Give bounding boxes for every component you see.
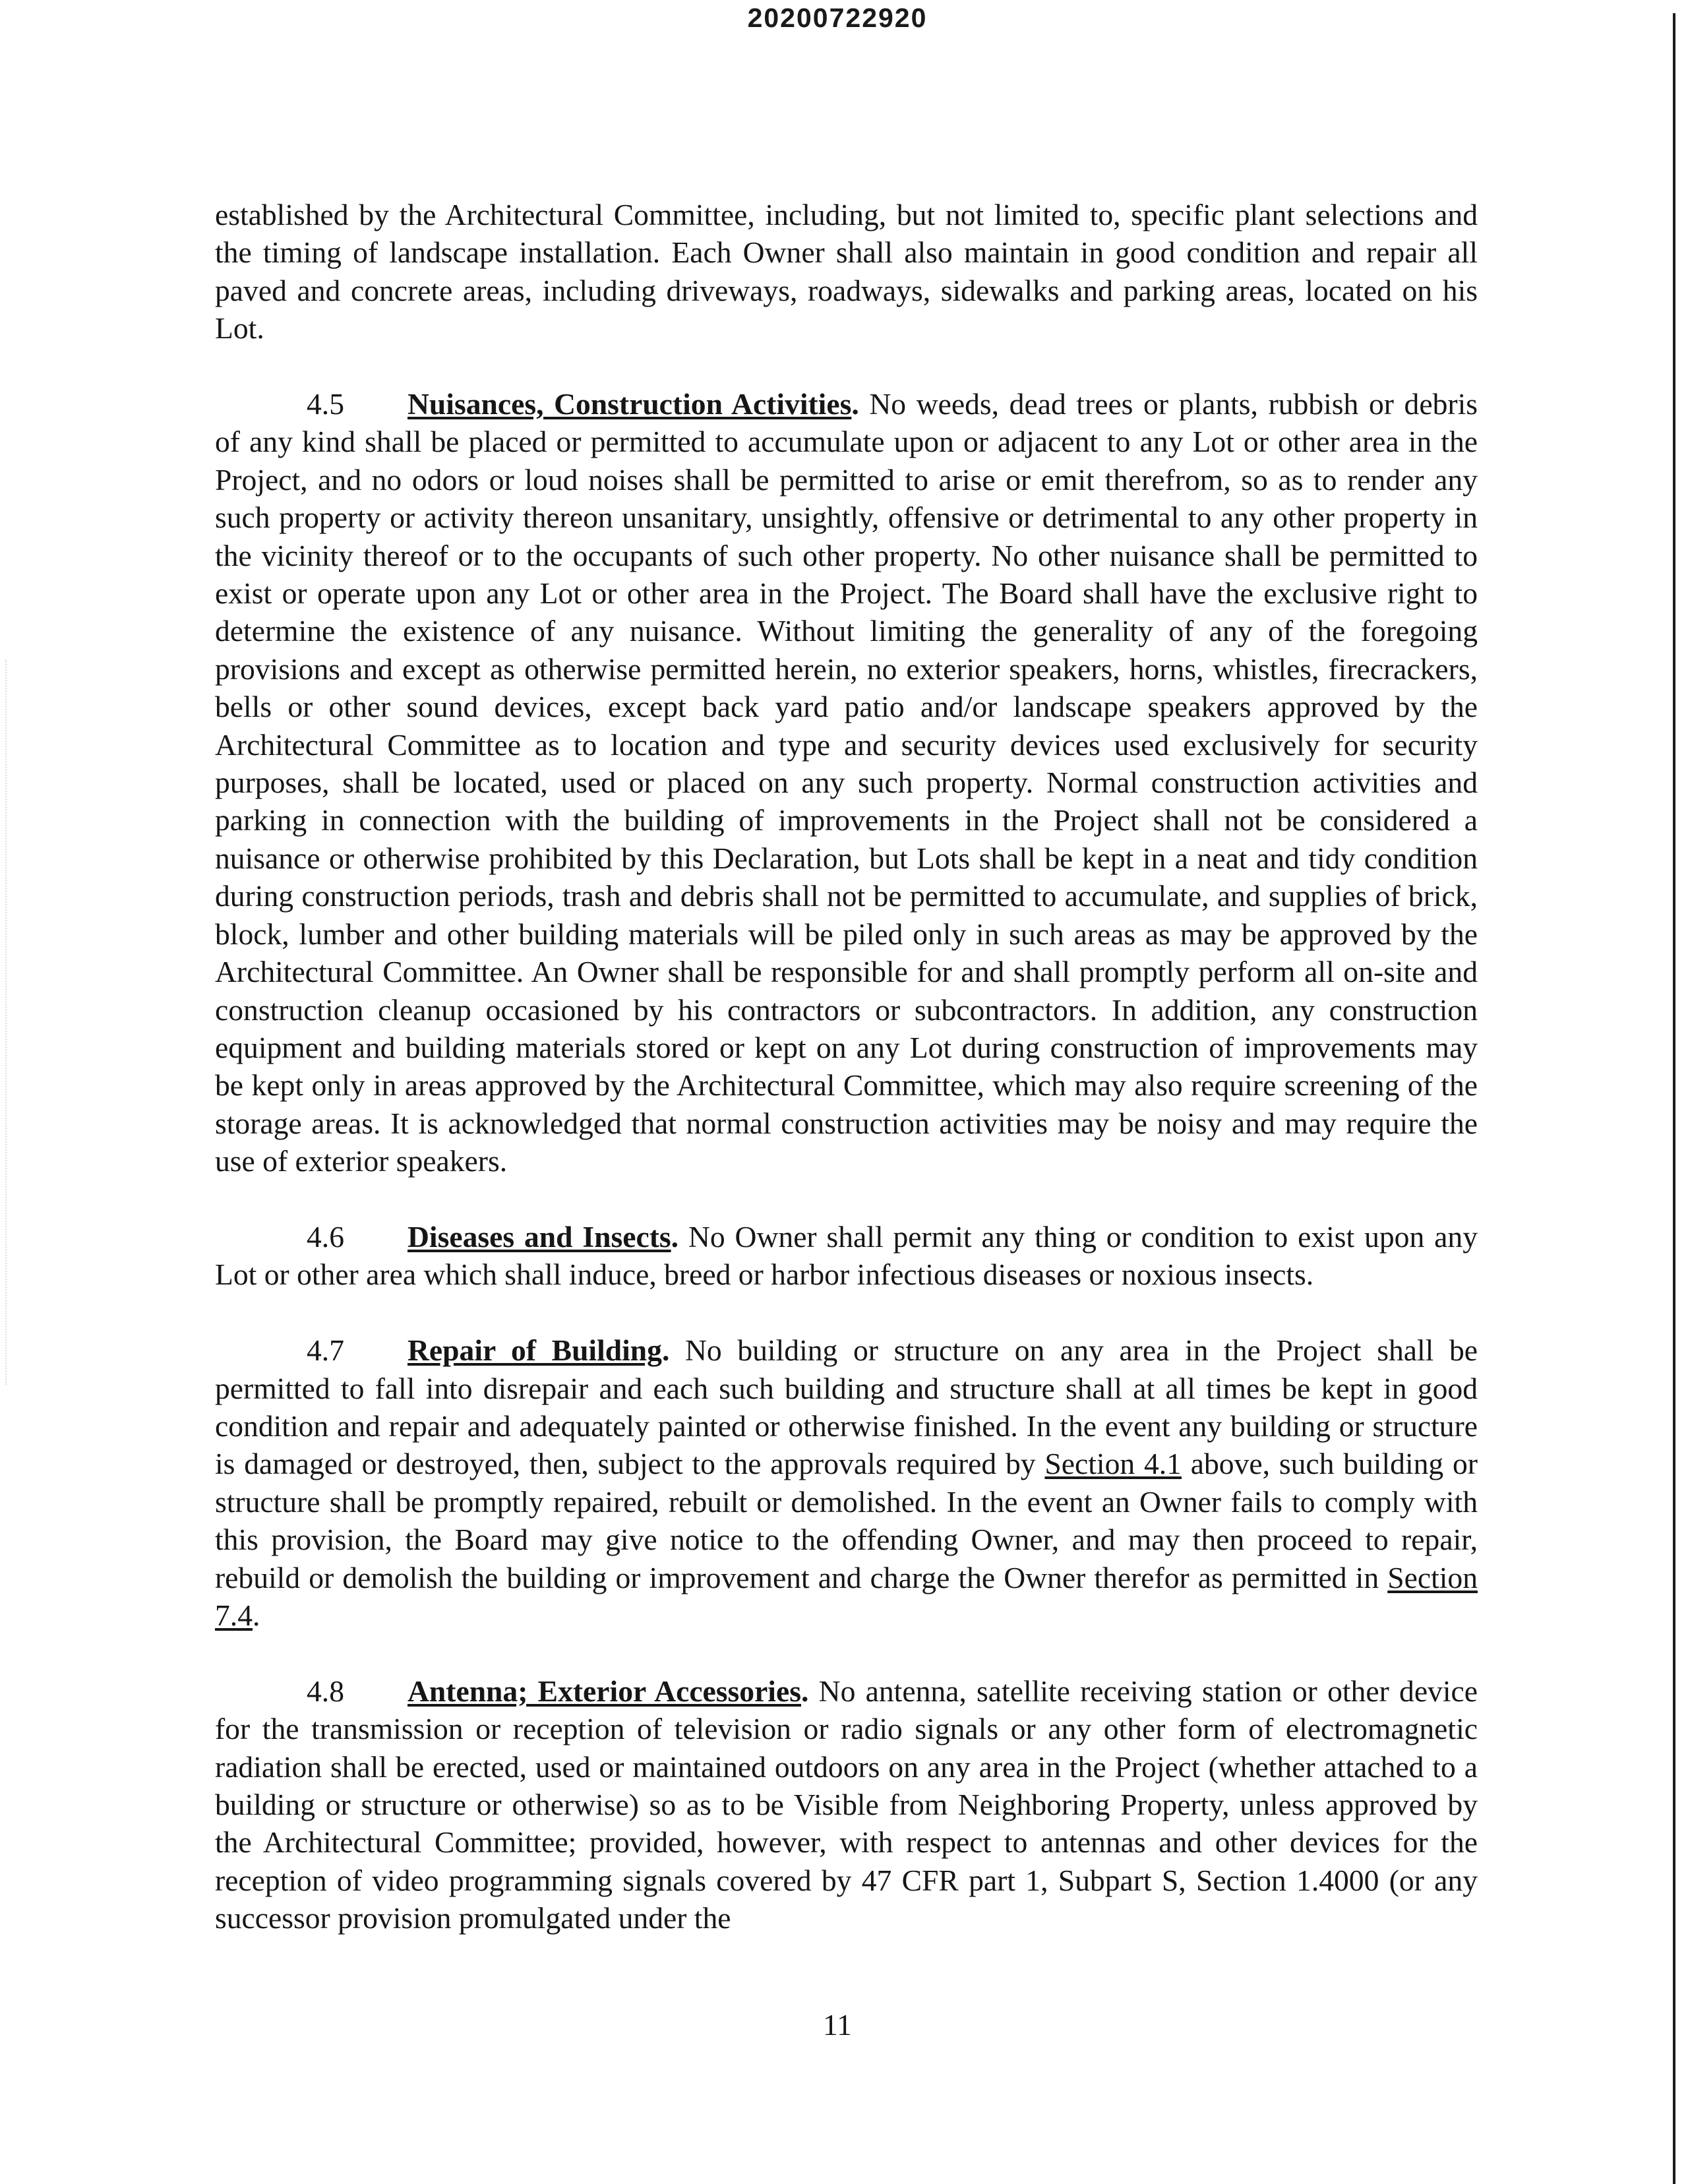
section-title: Antenna; Exterior Accessories bbox=[407, 1674, 801, 1708]
section-text: above, such building or structure shall be promptly repaired, rebuilt or demolished. In the event an Owner fails to comply with this provision, the Board may give notice to the offending Owner, and may then proceed to repair, rebuild or demolish the building or improvement and charge the Owner therefor as permitted in bbox=[215, 1447, 1478, 1594]
section-number: 4.6 bbox=[307, 1219, 344, 1254]
section-4-5: 4.5 Nuisances, Construction Activities. No weeds, dead trees or plants, rubbish or debris of any kind shall be placed or permitted to accumulate upon or adjacent to any Lot or other area in the Project, and no odors or loud noises shall be permitted to arise or emit therefrom, so as to render any such property or activity thereon unsanitary, unsightly, offensive or detrimental to any other property in the vicinity thereof or to the occupants of such other property. No other nuisance shall be permitted to exist or operate upon any Lot or other area in the Project. The Board shall have the exclusive right to determine the existence of any nuisance. Without limiting the generality of any of the foregoing provisions and except as otherwise permitted herein, no exterior speakers, horns, whistles, firecrackers, bells or other sound devices, except back yard patio and/or landscape speakers approved by the Architectural Committee as to location and type and security devices used exclusively for security purposes, shall be located, used or placed on any such property. Normal construction activities and parking in connection with the building of improvements in the Project shall not be considered a nuisance or otherwise prohibited by this Declaration, but Lots shall be kept in a neat and tidy condition during construction periods, trash and debris shall not be permitted to accumulate, and supplies of brick, block, lumber and other building materials will be piled only in such areas as may be approved by the Architectural Committee. An Owner shall be responsible for and shall promptly perform all on-site and construction cleanup occasioned by his contractors or subcontractors. In addition, any construction equipment and building materials stored or kept on any Lot during construction of improvements may be kept only in areas approved by the Architectural Committee, which may also require screening of the storage areas. It is acknowledged that normal construction activities may be noisy and may require the use of exterior speakers. bbox=[215, 385, 1478, 1180]
section-4-8: 4.8 Antenna; Exterior Accessories. No antenna, satellite receiving station or other device for the transmission or reception of television or radio signals or any other form of electromagnetic radiation shall be erected, used or maintained outdoors on any area in the Project (whether attached to a building or structure or otherwise) so as to be Visible from Neighboring Property, unless approved by the Architectural Committee; provided, however, with respect to antennas and other devices for the reception of video programming signals covered by 47 CFR part 1, Subpart S, Section 1.4000 (or any successor provision promulgated under the bbox=[215, 1672, 1478, 1937]
paragraph-text: established by the Architectural Committee, including, but not limited to, specific plant selections and the timing of landscape installation. Each Owner shall also maintain in good condition and repair all paved and concrete areas, including driveways, roadways, sidewalks and parking areas, located on his Lot. bbox=[215, 198, 1478, 346]
page-number: 11 bbox=[823, 2008, 852, 2042]
scan-margin-marks bbox=[5, 659, 11, 1385]
document-recording-number: 20200722920 bbox=[747, 3, 928, 33]
section-text: . bbox=[253, 1598, 260, 1632]
document-body bbox=[215, 196, 1478, 1975]
section-4-7: 4.7 Repair of Building. No building or structure on any area in the Project shall be permitted to fall into disrepair and each such building and structure shall at all times be kept in good condition and repair and adequately painted or otherwise finished. In the event any building or structure is damaged or destroyed, then, subject to the approvals required by Section 4.1 above, such building or structure shall be promptly repaired, rebuilt or demolished. In the event an Owner fails to comply with this provision, the Board may give notice to the offending Owner, and may then proceed to repair, rebuild or demolish the building or improvement and charge the Owner therefor as permitted in Section 7.4. bbox=[215, 1331, 1478, 1634]
section-number: 4.7 bbox=[307, 1333, 344, 1368]
page-edge-rule bbox=[1673, 13, 1675, 2184]
section-number: 4.8 bbox=[307, 1674, 344, 1708]
section-number: 4.5 bbox=[307, 387, 344, 421]
section-title: Diseases and Insects bbox=[407, 1219, 671, 1254]
section-title: Nuisances, Construction Activities bbox=[407, 387, 852, 421]
paragraph-continuation bbox=[215, 196, 1478, 348]
section-text: No Owner shall permit any thing or condition to exist upon any Lot or other area which shall induce, breed or harbor infectious diseases or noxious insects. bbox=[215, 1219, 1478, 1292]
section-title: Repair of Building bbox=[407, 1333, 662, 1368]
section-reference-link: Section 4.1 bbox=[1044, 1447, 1182, 1481]
section-text: No weeds, dead trees or plants, rubbish or debris of any kind shall be placed or permitted to accumulate upon or adjacent to any Lot or other area in the Project, and no odors or loud noises shall be permitted to arise or emit therefrom, so as to render any such property or activity thereon unsanitary, unsightly, offensive or detrimental to any other property in the vicinity thereof or to the occupants of such other property. No other nuisance shall be permitted to exist or operate upon any Lot or other area in the Project. The Board shall have the exclusive right to determine the existence of any nuisance. Without limiting the generality of any of the foregoing provisions and except as otherwise permitted herein, no exterior speakers, horns, whistles, firecrackers, bells or other sound devices, except back yard patio and/or landscape speakers approved by the Architectural Committee as to location and type and security devices used exclusively for security purposes, shall be located, used or placed on any such property. Normal construction activities and parking in connection with the building of improvements in the Project shall not be considered a nuisance or otherwise prohibited by this Declaration, but Lots shall be kept in a neat and tidy condition during construction periods, trash and debris shall not be permitted to accumulate, and supplies of brick, block, lumber and other building materials will be piled only in such areas as may be approved by the Architectural Committee. An Owner shall be responsible for and shall promptly perform all on-site and construction cleanup occasioned by his contractors or subcontractors. In addition, any construction equipment and building materials stored or kept on any Lot during construction of improvements may be kept only in areas approved by the Architectural Committee, which may also require screening of the storage areas. It is acknowledged that normal construction activities may be noisy and may require the use of exterior speakers. bbox=[215, 387, 1478, 1178]
section-reference-link: Section 7.4 bbox=[215, 1560, 1478, 1632]
section-4-6: 4.6 Diseases and Insects. No Owner shall permit any thing or condition to exist upon any Lot or other area which shall induce, breed or harbor infectious diseases or noxious insects. bbox=[215, 1218, 1478, 1294]
section-text: No antenna, satellite receiving station or other device for the transmission or reception of television or radio signals or any other form of electromagnetic radiation shall be erected, used or maintained outdoors on any area in the Project (whether attached to a building or structure or otherwise) so as to be Visible from Neighboring Property, unless approved by the Architectural Committee; provided, however, with respect to antennas and other devices for the reception of video programming signals covered by 47 CFR part 1, Subpart S, Section 1.4000 (or any successor provision promulgated under the bbox=[215, 1674, 1478, 1935]
section-text: No building or structure on any area in the Project shall be permitted to fall into disrepair and each such building and structure shall at all times be kept in good condition and repair and adequately painted or otherwise finished. In the event any building or structure is damaged or destroyed, then, subject to the approvals required by bbox=[215, 1333, 1478, 1481]
